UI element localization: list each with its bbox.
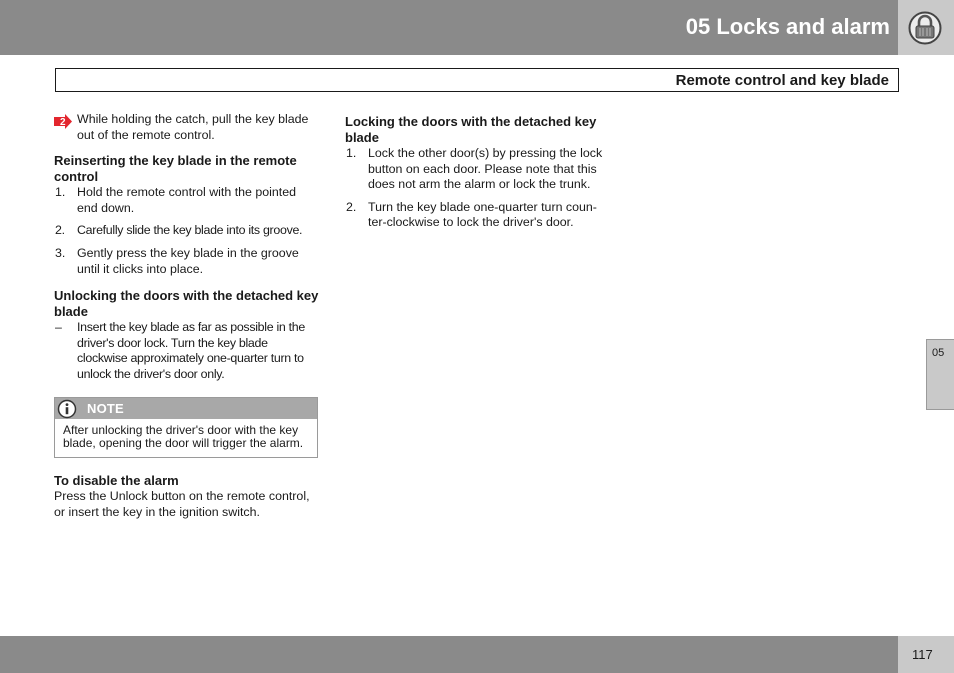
- chapter-title: 05 Locks and alarm: [685, 14, 890, 39]
- note-box: [54, 397, 318, 459]
- footer-bar: [0, 636, 898, 673]
- list-item: [345, 146, 613, 193]
- list-text: Carefully slide the key blade into its groove.: [77, 223, 303, 238]
- list-item: [345, 200, 613, 231]
- lock-heading: Locking the doors with the detached key blade: [345, 114, 597, 145]
- list-text: Hold the remote control with the pointed end down.: [77, 185, 297, 215]
- page-number: 117: [912, 647, 933, 662]
- step-text: While holding the catch, pull the key blade out of the remote control.: [77, 112, 309, 142]
- step-badge-number: 2: [60, 117, 66, 128]
- chapter-icon-box: [898, 0, 954, 55]
- list-item: [54, 320, 319, 382]
- unlock-heading: Unlocking the doors with the detached key blade: [54, 288, 319, 320]
- note-text: After unlocking the driver's door with the key blade, opening the door will trigger the alarm.: [63, 422, 304, 451]
- side-tab-label: 05: [932, 347, 945, 359]
- list-text: Insert the key blade as far as possible in the driver's door lock. Turn the key blade clockwise approximately one-quarter turn to unlock the driver's door only.: [77, 320, 305, 381]
- chapter-side-tab[interactable]: [926, 339, 954, 410]
- list-number: 1.: [55, 185, 66, 200]
- info-icon: [57, 399, 77, 419]
- section-header: [55, 68, 899, 92]
- step-2: [54, 112, 319, 143]
- left-column: [54, 112, 319, 520]
- middle-column: [345, 112, 613, 231]
- page-number-box: [898, 636, 954, 673]
- list-number: 1.: [346, 146, 357, 160]
- list-item: [54, 223, 319, 239]
- list-item: [54, 246, 319, 277]
- list-text: Gently press the key blade in the groove until it clicks into place.: [77, 245, 299, 276]
- list-number: 2.: [55, 223, 65, 238]
- dash-bullet: –: [55, 320, 62, 335]
- list-number: 3.: [55, 245, 66, 260]
- padlock-icon: [908, 11, 942, 45]
- reinsert-heading: Reinserting the key blade in the remote control: [54, 153, 297, 185]
- disable-alarm-heading: To disable the alarm: [54, 473, 179, 489]
- section-title: Remote control and key blade: [675, 72, 889, 89]
- note-label: NOTE: [87, 400, 124, 416]
- list-text: Lock the other door(s) by pressing the lock button on each door. Please note that this does not arm the alarm or lock the trunk.: [368, 146, 603, 192]
- step-arrow-icon: [54, 114, 73, 129]
- disable-alarm-text: Press the Unlock button on the remote control, or insert the key in the ignition switch.: [54, 489, 310, 519]
- list-text: Turn the key blade one-quarter turn coun-ter-clockwise to lock the driver's door.: [368, 199, 597, 230]
- list-number: 2.: [346, 199, 357, 214]
- note-header: [55, 398, 317, 419]
- chapter-header-bar: [0, 0, 898, 55]
- list-item: [54, 185, 319, 216]
